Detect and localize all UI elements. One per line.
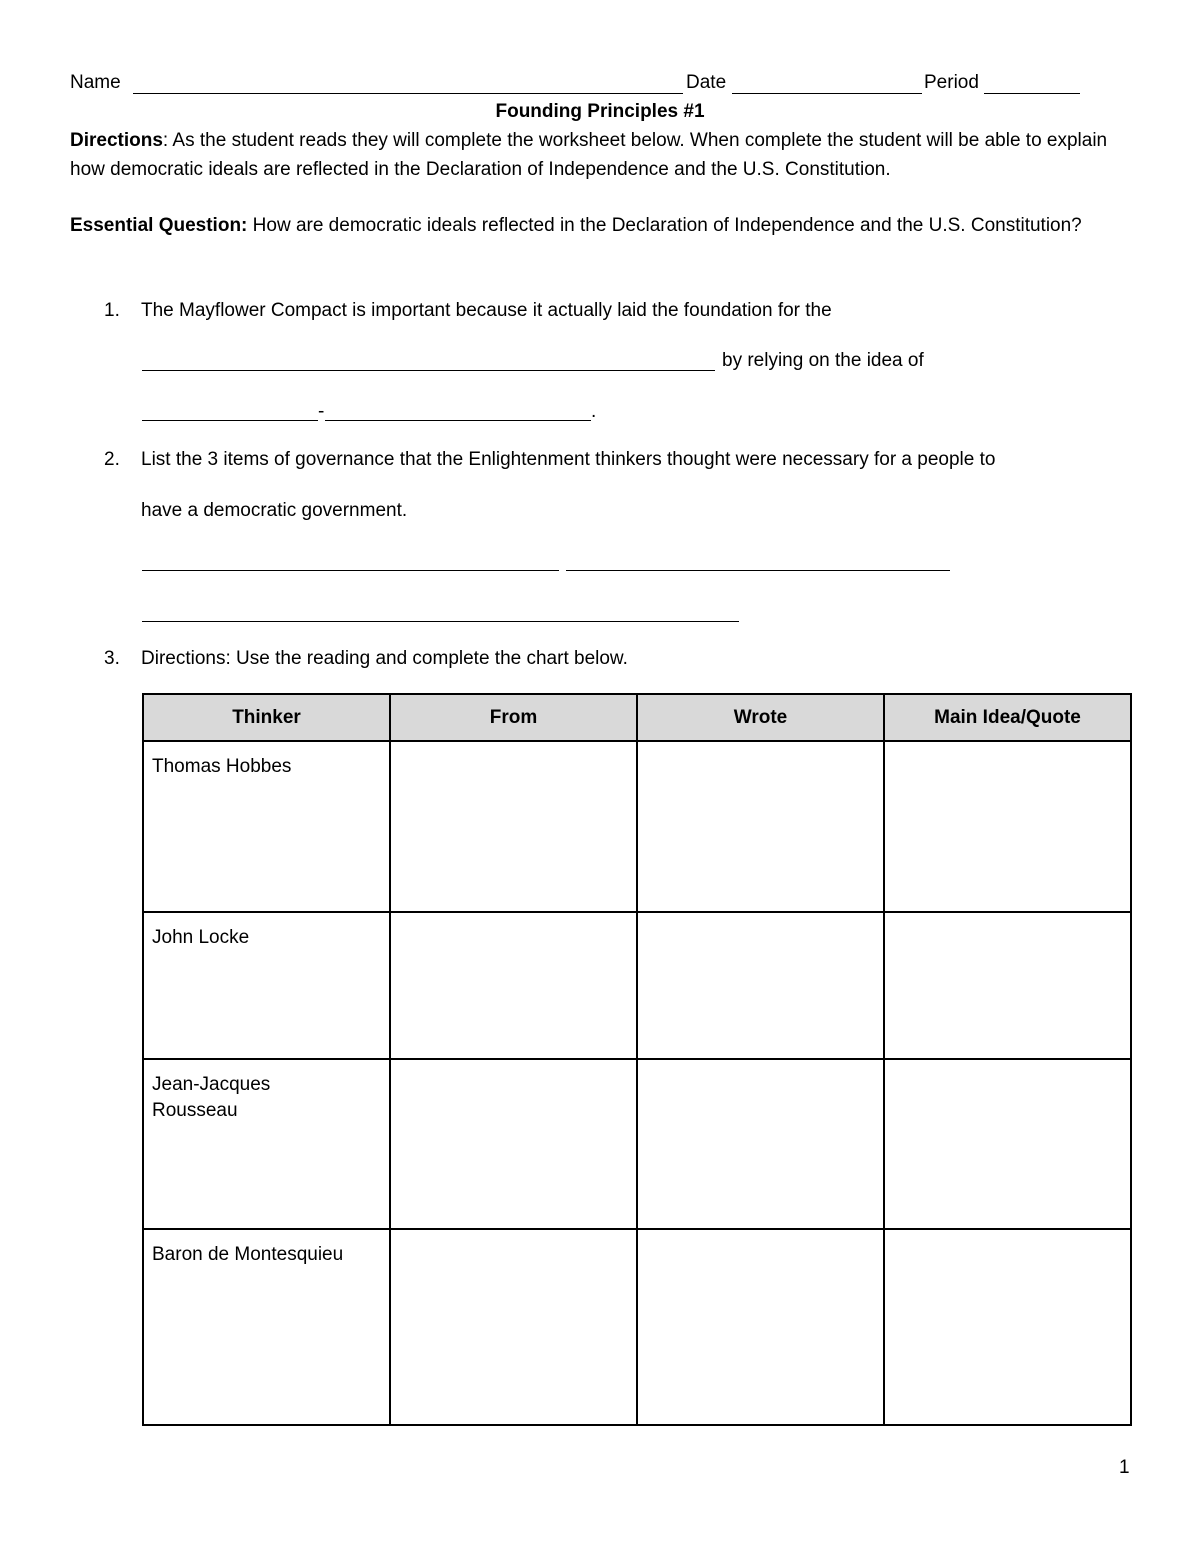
header-main-idea: Main Idea/Quote bbox=[884, 694, 1131, 741]
page-title: Founding Principles #1 bbox=[495, 101, 705, 122]
thinker-cell: Thomas Hobbes bbox=[143, 741, 390, 912]
wrote-cell[interactable] bbox=[637, 1059, 884, 1229]
date-label: Date bbox=[686, 72, 727, 93]
question-1-blank-idea-a[interactable] bbox=[142, 420, 318, 421]
header-wrote: Wrote bbox=[637, 694, 884, 741]
table-header-row bbox=[143, 694, 1131, 741]
question-2-blank-1[interactable] bbox=[142, 570, 559, 571]
main-idea-cell[interactable] bbox=[884, 741, 1131, 912]
period-blank[interactable] bbox=[984, 93, 1080, 94]
directions-paragraph bbox=[70, 127, 1130, 184]
main-idea-cell[interactable] bbox=[884, 1059, 1131, 1229]
question-3-number: 3. bbox=[104, 648, 120, 669]
from-cell[interactable] bbox=[390, 741, 637, 912]
header-thinker: Thinker bbox=[143, 694, 390, 741]
question-2-text-continued: have a democratic government. bbox=[141, 500, 408, 521]
essential-question-text: How are democratic ideals reflected in the Declaration of Independence and the U.S. Constitution? bbox=[247, 215, 1082, 236]
period-label: Period bbox=[924, 72, 979, 93]
essential-question bbox=[70, 212, 1130, 241]
table-row bbox=[143, 741, 1131, 912]
question-2-number: 2. bbox=[104, 449, 120, 470]
date-blank[interactable] bbox=[732, 93, 922, 94]
main-idea-cell[interactable] bbox=[884, 1229, 1131, 1425]
from-cell[interactable] bbox=[390, 1059, 637, 1229]
directions-label: Directions bbox=[70, 130, 163, 151]
directions-text: : As the student reads they will complete the worksheet below. When complete the student will be able to explain how democratic ideals are reflected in the Declaration of Independence and the U.S. Constitution. bbox=[70, 130, 1108, 180]
question-1-line2-text: by relying on the idea of bbox=[722, 350, 924, 371]
thinkers-chart bbox=[142, 693, 1132, 1426]
wrote-cell[interactable] bbox=[637, 912, 884, 1059]
name-blank[interactable] bbox=[133, 93, 683, 94]
question-2-blank-2[interactable] bbox=[566, 570, 950, 571]
thinker-cell: John Locke bbox=[143, 912, 390, 1059]
table-row bbox=[143, 1229, 1131, 1425]
question-1-text: The Mayflower Compact is important because it actually laid the foundation for the bbox=[141, 300, 832, 321]
thinker-cell bbox=[143, 1059, 390, 1229]
page-number: 1 bbox=[1119, 1457, 1130, 1478]
question-1-number: 1. bbox=[104, 300, 120, 321]
wrote-cell[interactable] bbox=[637, 1229, 884, 1425]
header-from: From bbox=[390, 694, 637, 741]
thinker-cell: Baron de Montesquieu bbox=[143, 1229, 390, 1425]
main-idea-cell[interactable] bbox=[884, 912, 1131, 1059]
question-3-text: Directions: Use the reading and complete the chart below. bbox=[141, 648, 628, 669]
name-label: Name bbox=[70, 72, 121, 93]
table-row bbox=[143, 1059, 1131, 1229]
essential-question-label: Essential Question: bbox=[70, 215, 248, 236]
question-2-text: List the 3 items of governance that the Enlightenment thinkers thought were necessary for a people to bbox=[141, 449, 996, 470]
question-1-blank-idea-b[interactable] bbox=[325, 420, 591, 421]
question-1-period: . bbox=[591, 401, 597, 422]
question-2-blank-3[interactable] bbox=[142, 621, 739, 622]
table-row bbox=[143, 912, 1131, 1059]
question-1-dash: - bbox=[318, 401, 325, 422]
thinker-name: Jean-Jacques Rousseau bbox=[152, 1074, 271, 1121]
question-1-blank-foundation[interactable] bbox=[142, 370, 715, 371]
wrote-cell[interactable] bbox=[637, 741, 884, 912]
from-cell[interactable] bbox=[390, 1229, 637, 1425]
from-cell[interactable] bbox=[390, 912, 637, 1059]
